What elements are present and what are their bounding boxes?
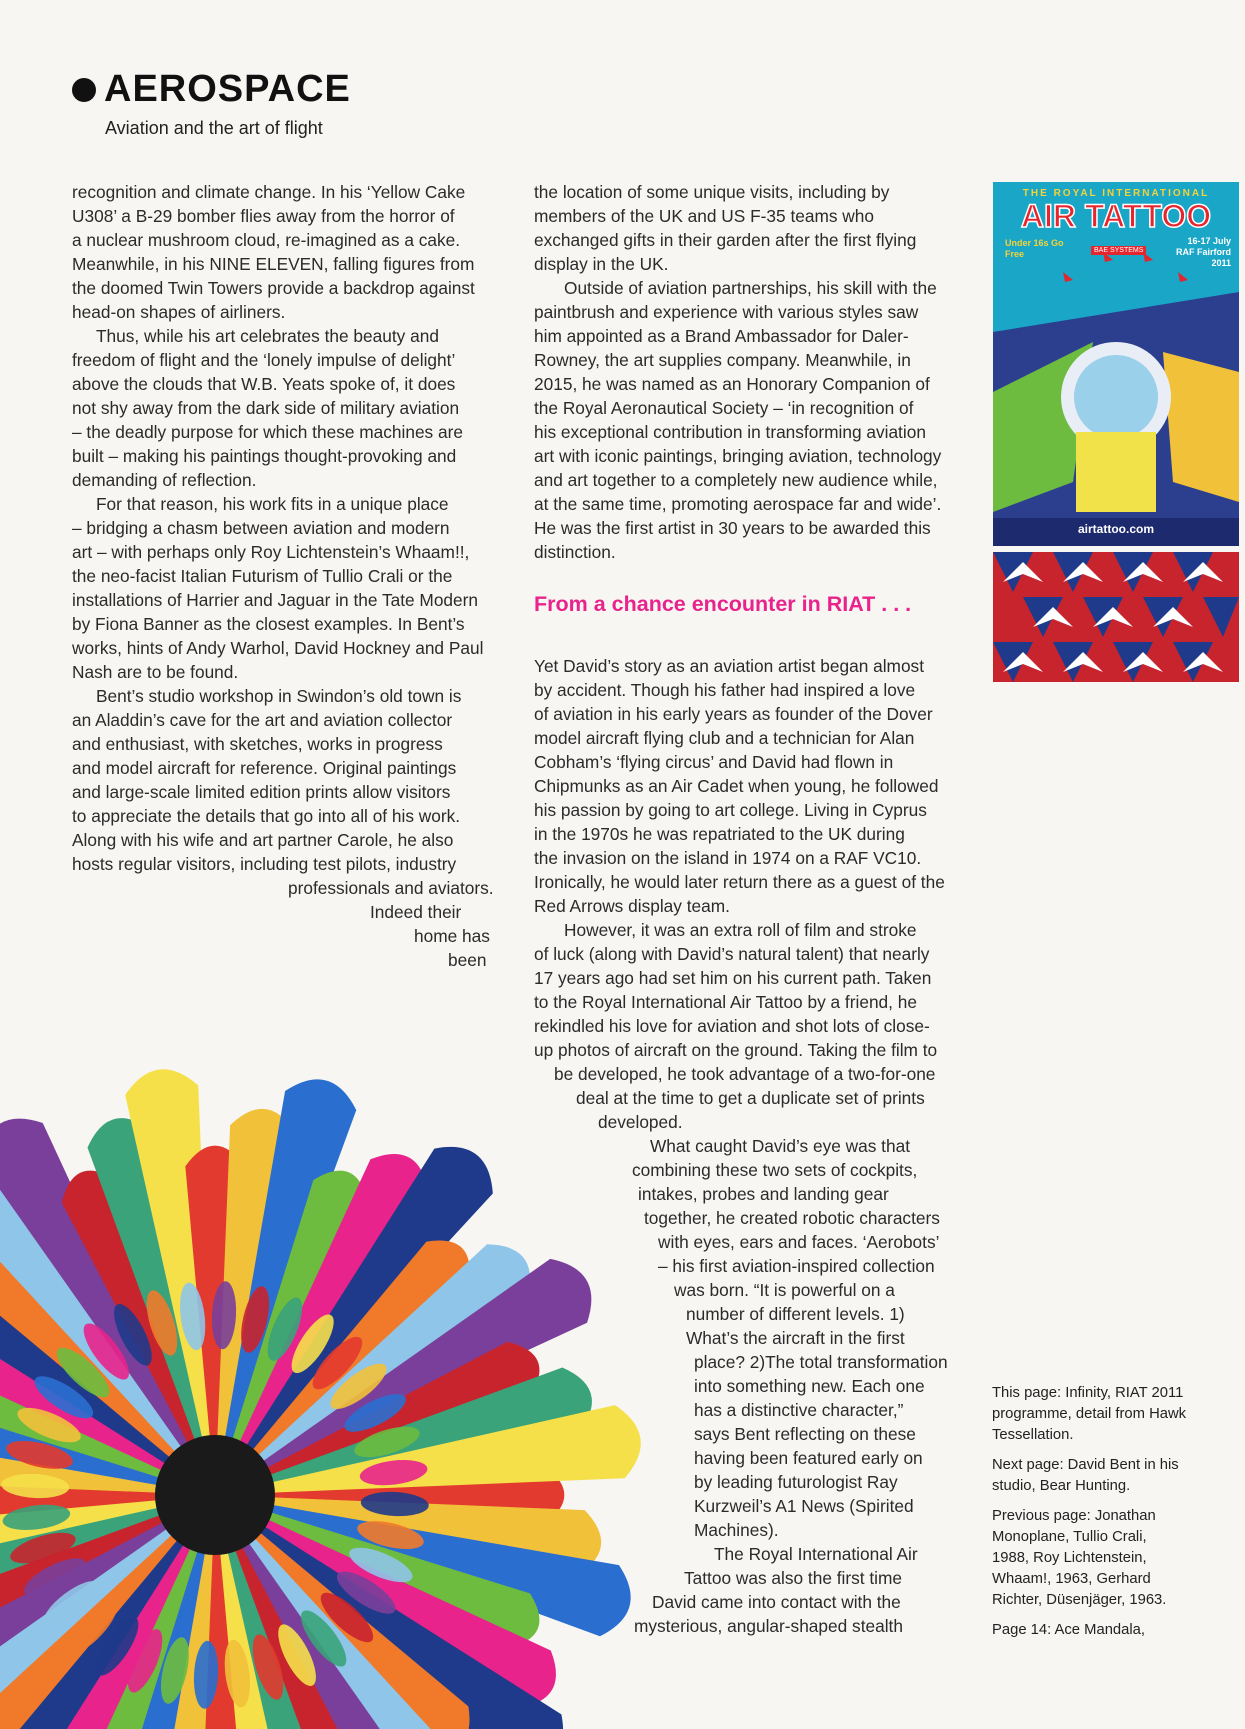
text-line: having been featured early on <box>694 1448 923 1468</box>
text-line: However, it was an extra roll of film and stroke <box>564 920 917 940</box>
text-line: been <box>448 950 487 970</box>
text-line: and art together to a completely new audience while, <box>534 470 938 490</box>
text-line: What’s the aircraft in the first <box>686 1328 905 1348</box>
section-title: AEROSPACE <box>104 68 351 110</box>
text-line: freedom of flight and the ‘lonely impulse of delight’ <box>72 350 456 370</box>
text-line: 17 years ago had set him on his current path. Taken <box>534 968 932 988</box>
text-line: number of different levels. 1) <box>686 1304 905 1324</box>
text-line: What caught David’s eye was that <box>650 1136 910 1156</box>
text-line: at the same time, promoting aerospace far and wide’. <box>534 494 942 514</box>
text-line: and enthusiast, with sketches, works in progress <box>72 734 443 754</box>
text-line: U308’ a B-29 bomber flies away from the horror of <box>72 206 455 226</box>
text-line: the invasion on the island in 1974 on a RAF VC10. <box>534 848 922 868</box>
caption-next-page: Next page: David Bent in his studio, Bear Hunting. <box>992 1457 1179 1494</box>
text-line: an Aladdin’s cave for the art and aviation collector <box>72 710 453 730</box>
poster-sponsor: BAE SYSTEMS <box>1091 246 1146 255</box>
text-line: has a distinctive character,” <box>694 1400 904 1420</box>
text-line: deal at the time to get a duplicate set of prints <box>576 1088 925 1108</box>
text-line: Indeed their <box>370 902 462 922</box>
text-line: his passion by going to art college. Living in Cyprus <box>534 800 927 820</box>
tessellation-illustration <box>993 552 1239 682</box>
air-tattoo-poster <box>993 182 1239 546</box>
text-line: the Royal Aeronautical Society – ‘in recognition of <box>534 398 914 418</box>
poster-title: AIR TATTOO <box>1020 198 1212 234</box>
poster-top-line: THE ROYAL INTERNATIONAL <box>1022 188 1210 199</box>
text-line: Outside of aviation partnerships, his skill with the <box>564 278 937 298</box>
text-line: built – making his paintings thought-provoking and <box>72 446 457 466</box>
text-line: hosts regular visitors, including test pilots, industry <box>72 854 457 874</box>
text-line: up photos of aircraft on the ground. Taking the film to <box>534 1040 938 1060</box>
text-line: For that reason, his work fits in a unique place <box>96 494 449 514</box>
text-line: art – with perhaps only Roy Lichtenstein’s Whaam!!, <box>72 542 470 562</box>
text-line: distinction. <box>534 542 616 562</box>
text-line: members of the UK and US F-35 teams who <box>534 206 875 226</box>
poster-dates: 16-17 July <box>1187 236 1231 246</box>
text-line: and model aircraft for reference. Original paintings <box>72 758 457 778</box>
image-captions <box>992 1383 1187 1650</box>
text-line: Chipmunks as an Air Cadet when young, he followed <box>534 776 939 796</box>
poster-url: airtattoo.com <box>1077 522 1154 536</box>
text-line: recognition and climate change. In his ‘Yellow Cake <box>72 182 466 202</box>
text-line: exchanged gifts in their garden after the first flying <box>534 230 917 250</box>
text-line: Meanwhile, in his NINE ELEVEN, falling figures from <box>72 254 475 274</box>
text-line: works, hints of Andy Warhol, David Hockney and Paul <box>72 638 484 658</box>
text-line: above the clouds that W.B. Yeats spoke of, it does <box>72 374 456 394</box>
text-line: Rowney, the art supplies company. Meanwhile, in <box>534 350 911 370</box>
text-line: David came into contact with the <box>652 1592 901 1612</box>
poster-promo: Under 16s Go Free <box>1005 238 1064 259</box>
text-line: him appointed as a Brand Ambassador for Daler- <box>534 326 909 346</box>
section-bullet-icon <box>72 78 96 102</box>
text-line: and large-scale limited edition prints allow visitors <box>72 782 451 802</box>
subheading: From a chance encounter in RIAT . . . <box>534 592 912 616</box>
text-line: Ironically, he would later return there as a guest of the <box>534 872 945 892</box>
poster-year: 2011 <box>1211 258 1231 268</box>
text-line: The Royal International Air <box>714 1544 918 1564</box>
text-line: his exceptional contribution in transforming aviation <box>534 422 926 442</box>
text-line: to the Royal International Air Tattoo by a friend, he <box>534 992 917 1012</box>
text-line: – his first aviation-inspired collection <box>658 1256 935 1276</box>
text-line: in the 1970s he was repatriated to the UK during <box>534 824 905 844</box>
text-line: paintbrush and experience with various styles saw <box>534 302 919 322</box>
text-line: art with iconic paintings, bringing aviation, technology <box>534 446 942 466</box>
text-line: the neo-facist Italian Futurism of Tullio Crali or the <box>72 566 453 586</box>
text-line: of luck (along with David’s natural talent) that nearly <box>534 944 930 964</box>
text-line: – the deadly purpose for which these machines are <box>72 422 463 442</box>
text-line: with eyes, ears and faces. ‘Aerobots’ <box>658 1232 940 1252</box>
caption-this-page: This page: Infinity, RIAT 2011 programme, detail from Hawk Tessellation. <box>992 1385 1187 1443</box>
text-line: Kurzweil’s A1 News (Spirited <box>694 1496 914 1516</box>
poster-details <box>1176 236 1231 269</box>
text-line: by Fiona Banner as the closest examples. In Bent’s <box>72 614 465 634</box>
text-line: by accident. Though his father had inspired a love <box>534 680 916 700</box>
article-column-1 <box>72 180 502 972</box>
text-line: together, he created robotic characters <box>644 1208 940 1228</box>
text-line: Bent’s studio workshop in Swindon’s old town is <box>96 686 462 706</box>
caption-page-14: Page 14: Ace Mandala, <box>992 1622 1146 1638</box>
text-line: home has <box>414 926 490 946</box>
text-line: combining these two sets of cockpits, <box>632 1160 918 1180</box>
text-line: the doomed Twin Towers provide a backdrop against <box>72 278 475 298</box>
text-line: Nash are to be found. <box>72 662 239 682</box>
text-line: He was the first artist in 30 years to be awarded this <box>534 518 931 538</box>
text-line: not shy away from the dark side of military aviation <box>72 398 460 418</box>
text-line: professionals and aviators. <box>288 878 494 898</box>
text-line: be developed, he took advantage of a two-for-one <box>554 1064 936 1084</box>
text-line: 2015, he was named as an Honorary Companion of <box>534 374 930 394</box>
burst-core <box>155 1435 275 1555</box>
hawk-tessellation-artwork <box>993 552 1239 682</box>
article-column-2 <box>534 180 964 564</box>
text-line: – bridging a chasm between aviation and modern <box>72 518 450 538</box>
text-line: says Bent reflecting on these <box>694 1424 916 1444</box>
text-line: Cobham’s ‘flying circus’ and David had flown in <box>534 752 894 772</box>
text-line: rekindled his love for aviation and shot lots of close- <box>534 1016 930 1036</box>
text-line: to appreciate the details that go into all of his work. <box>72 806 461 826</box>
text-line: head-on shapes of airliners. <box>72 302 286 322</box>
caption-previous-page: Previous page: Jonathan Monoplane, Tullio Crali, 1988, Roy Lichtenstein, Whaam!, 1963, Gerhard Richter, Düsenjäger, 1963. <box>992 1508 1167 1608</box>
text-line: Along with his wife and art partner Carole, he also <box>72 830 454 850</box>
text-line: intakes, probes and landing gear <box>638 1184 889 1204</box>
text-line: model aircraft flying club and a technician for Alan <box>534 728 915 748</box>
text-line: mysterious, angular-shaped stealth <box>634 1616 903 1636</box>
text-line: display in the UK. <box>534 254 669 274</box>
text-line: a nuclear mushroom cloud, re-imagined as a cake. <box>72 230 461 250</box>
text-line: place? 2)The total transformation <box>694 1352 948 1372</box>
text-line: Machines). <box>694 1520 779 1540</box>
section-subtitle: Aviation and the art of flight <box>105 118 323 138</box>
text-line: Thus, while his art celebrates the beauty and <box>96 326 439 346</box>
text-line: demanding of reflection. <box>72 470 257 490</box>
text-line: developed. <box>598 1112 683 1132</box>
text-line: of aviation in his early years as founder of the Dover <box>534 704 933 724</box>
text-line: Tattoo was also the first time <box>684 1568 903 1588</box>
infinity-artwork <box>0 905 650 1729</box>
text-line: Red Arrows display team. <box>534 896 730 916</box>
text-line: by leading futurologist Ray <box>694 1472 898 1492</box>
text-line: installations of Harrier and Jaguar in the Tate Modern <box>72 590 479 610</box>
text-line: Yet David’s story as an aviation artist began almost <box>534 656 925 676</box>
text-line: was born. “It is powerful on a <box>674 1280 895 1300</box>
text-line: the location of some unique visits, including by <box>534 182 890 202</box>
text-line: into something new. Each one <box>694 1376 925 1396</box>
poster-venue: RAF Fairford <box>1176 247 1231 257</box>
